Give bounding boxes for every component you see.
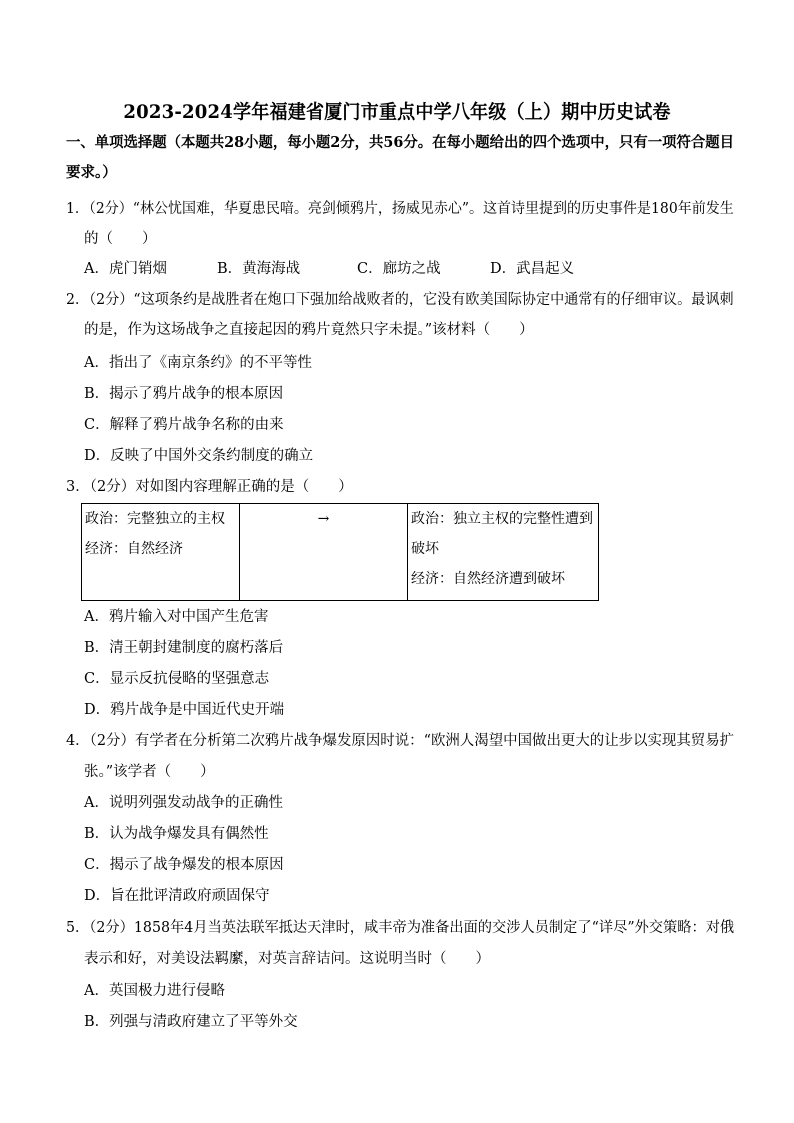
figure-right-politics-continued: 破坏 [411,541,439,557]
question-2-option-c: C．解释了鸦片战争名称的由来 [84,417,284,433]
question-1-option-b: B．黄海海战 [217,261,301,277]
section-heading: 一、单项选择题（本题共28小题，每小题2分，共56分。在每小题给出的四个选项中，只有一项符合题目 [66,134,734,151]
question-5-stem-continued: 表示和好，对美设法羁縻，对英言辞诘问。这说明当时（ ） [84,951,490,967]
question-4-stem-continued: 张。”该学者（ ） [84,764,215,780]
figure-left-economy: 经济：自然经济 [85,541,183,557]
question-1-option-d: D．武昌起义 [490,261,575,277]
question-3-figure-table [81,503,599,601]
figure-right-politics: 政治：独立主权的完整性遭到 [411,511,593,527]
question-3-option-c: C．显示反抗侵略的坚强意志 [84,671,270,687]
question-4-option-d: D．旨在批评清政府顽固保守 [84,888,270,904]
question-1-stem-continued: 的（ ） [84,231,157,247]
question-3-option-b: B．清王朝封建制度的腐朽落后 [84,640,284,656]
figure-middle-cell [239,504,407,601]
question-5-option-a: A．英国极力进行侵略 [84,983,225,999]
figure-right-cell [408,504,599,601]
question-4-option-c: C．揭示了战争爆发的根本原因 [84,857,284,873]
question-4-stem: 4．（2分）有学者在分析第二次鸦片战争爆发原因时说：“欧洲人渴望中国做出更大的让步以实现其贸易扩 [66,733,735,749]
question-4-option-b: B．认为战争爆发具有偶然性 [84,826,269,842]
question-5-stem: 5．（2分）1858年4月当英法联军抵达天津时，咸丰帝为准备出面的交涉人员制定了“详尽”外交策略：对俄 [66,920,735,936]
figure-left-politics: 政治：完整独立的主权 [85,511,225,527]
figure-left-cell [82,504,240,601]
question-2-option-a: A．指出了《南京条约》的不平等性 [84,355,312,371]
question-1-stem: 1．（2分）“林公忧国难，华夏患民喑。亮剑倾鸦片，扬威见赤心”。这首诗里提到的历史事件是180年前发生 [66,201,734,217]
question-1-option-c: C．廊坊之战 [357,261,441,277]
section-heading-continued: 要求。） [66,164,117,181]
question-4-option-a: A．说明列强发动战争的正确性 [84,795,283,811]
question-2-stem-continued: 的是，作为这场战争之直接起因的鸦片竟然只字未提。”该材料（ ） [84,322,534,338]
question-5-option-b: B．列强与清政府建立了平等外交 [84,1014,298,1030]
question-2-option-d: D．反映了中国外交条约制度的确立 [84,448,314,464]
right-arrow-icon: → [317,511,330,527]
question-3-option-a: A．鸦片输入对中国产生危害 [84,609,269,625]
question-3-stem: 3．（2分）对如图内容理解正确的是（ ） [66,479,353,495]
exam-title: 2023-2024学年福建省厦门市重点中学八年级（上）期中历史试卷 [123,101,671,123]
question-2-stem: 2．（2分）“这项条约是战胜者在炮口下强加给战败者的，它没有欧美国际协定中通常有的仔细审议。最讽刺 [66,292,734,308]
question-3-option-d: D．鸦片战争是中国近代史开端 [84,702,285,718]
question-1-option-a: A．虎门销烟 [84,261,167,277]
figure-right-economy: 经济：自然经济遭到破坏 [411,571,565,587]
question-2-option-b: B．揭示了鸦片战争的根本原因 [84,386,284,402]
